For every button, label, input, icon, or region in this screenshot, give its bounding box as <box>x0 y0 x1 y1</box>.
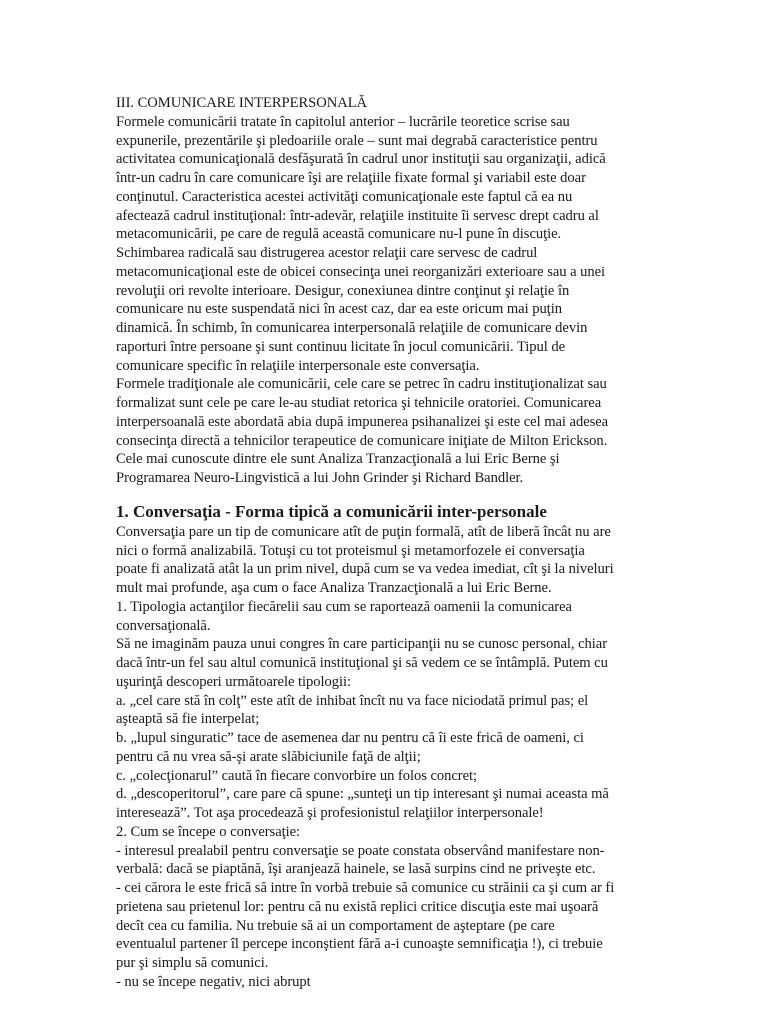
text-line: interesează”. Tot aşa procedează şi profesionistul relaţiilor interpersonale! <box>116 805 544 821</box>
document-page <box>116 94 656 992</box>
text-line: mult mai profunde, aşa cum o face Analiza Tranzacţională a lui Eric Berne. <box>116 580 552 596</box>
text-line: Cele mai cunoscute dintre ele sunt Analiza Tranzacţională a lui Eric Berne şi <box>116 451 560 468</box>
text-line: nici o formă analizabilă. Totuşi cu tot proteismul şi metamorfozele ei conversaţia <box>116 542 585 559</box>
text-line: metacomunicaţional este de obicei consecinţa unei reorganizări exterioare sau a unei <box>116 263 606 280</box>
text-line: poate fi analizată atât la un prim nivel, după cum se va vedea imediat, cît şi la niveluri <box>116 561 614 578</box>
text-line: Conversaţia pare un tip de comunicare atît de puţin formală, atît de liberă încât nu are <box>116 523 611 540</box>
text-line: verbală: dacă se piaptănă, îşi aranjează hainele, se lasă surpins cind ne priveşte etc. <box>116 861 596 878</box>
text-line: uşurinţă descoperi următoarele tipologii: <box>116 673 352 690</box>
text-line: afectează cadrul instituţional: într-adevăr, relaţiile instituite îi servesc drept cadru al <box>116 207 599 224</box>
text-line: dacă într-un fel sau altul comunică instituţional şi să vedem ce se întâmplă. Putem cu <box>116 655 608 671</box>
text-line: Programarea Neuro-Lingvistică a lui John Grinder şi Richard Bandler. <box>116 470 524 486</box>
subsection-body <box>116 523 656 992</box>
text-line: într-un cadru în care comunicare îşi are relaţiile fixate formal şi variabil este doar <box>116 170 586 186</box>
text-line: Formele tradiţionale ale comunicării, cele care se petrec în cadru instituţionalizat sau <box>116 376 607 393</box>
text-line: d. „descoperitorul”, care pare că spune: „sunteţi un tip interesant şi numai aceasta mă <box>116 786 609 803</box>
text-line: consecinţa directă a tehnicilor terapeutice de comunicare iniţiate de Milton Erickson. <box>116 432 608 449</box>
text-line: metacomunicării, pe care de regulă această comunicare nu-l pune în discuţie. <box>116 226 562 243</box>
text-line: eventualul partener îl percepe inconştient fără a-i cunoaşte semnificaţia !), ci trebuie <box>116 936 603 953</box>
text-line: b. „lupul singuratic” tace de asemenea dar nu pentru că îi este frică de oameni, ci <box>116 730 584 746</box>
text-line: dinamică. În schimb, în comunicarea interpersonală relaţiile de comunicare devin <box>116 320 588 336</box>
section-title: III. COMUNICARE INTERPERSONALĂ <box>116 95 368 111</box>
text-line: Schimbarea radicală sau distrugerea acestor relaţii care servesc de cadrul <box>116 245 538 261</box>
text-line: pentru că nu vrea să-şi arate slăbiciunile faţă de alţii; <box>116 748 421 765</box>
text-line: a. „cel care stă în colţ” este atît de inhibat încît nu va face niciodată primul pas; el <box>116 692 589 709</box>
text-line: 1. Tipologia actanţilor fiecărelii sau cum se raportează oamenii la comunicarea <box>116 598 572 615</box>
text-line: comunicare nu este suspendată nici în acest caz, dar ea este oricum mai puţin <box>116 301 562 318</box>
text-line: interpersoanală este abordată abia după impunerea psihanalizei şi este cel mai adesea <box>116 413 609 430</box>
text-line: expunerile, prezentările şi pledoariile orale – sunt mai degrabă caracteristice pentru <box>116 132 598 149</box>
text-line: formalizat sunt cele pe care le-au studiat retorica şi tehnicile oratoriei. Comunicarea <box>116 395 602 411</box>
text-line: - interesul prealabil pentru conversaţie se poate constata observând manifestare non- <box>116 842 605 859</box>
text-line: revoluţii ori revolte interioare. Desigur, conexiunea dintre conţinut şi relaţie în <box>116 282 570 299</box>
text-line: Să ne imaginăm pauza unui congres în care participanţii nu se cunosc personal, chiar <box>116 636 607 653</box>
text-line: raporturi între persoane şi sunt continuu licitate în jocul comunicării. Tipul de <box>116 338 566 355</box>
text-line: aşteaptă să fie interpelat; <box>116 711 260 728</box>
subsection-heading: 1. Conversaţia - Forma tipică a comunicării inter-personale <box>116 501 547 521</box>
text-line: conversaţională. <box>116 617 211 634</box>
text-line: 2. Cum se începe o conversaţie: <box>116 823 301 840</box>
text-line: activitatea comunicaţională desfăşurată în cadrul unor instituţii sau organizaţii, adică <box>116 151 606 168</box>
text-line: comunicare specific în relaţiile interpersonale este conversaţia. <box>116 357 480 374</box>
section-body <box>116 113 656 488</box>
text-line: conţinutul. Caracteristica acestei activităţi comunicaţionale este faptul că ea nu <box>116 188 573 205</box>
text-line: Formele comunicării tratate în capitolul anterior – lucrările teoretice scrise sau <box>116 113 570 130</box>
text-line: - cei cărora le este frică să intre în vorbă trebuie să comunice cu străinii ca şi cum ar fi <box>116 880 615 896</box>
text-line: - nu se începe negativ, nici abrupt <box>116 973 311 990</box>
text-line: c. „colecţionarul” caută în fiecare convorbire un folos concret; <box>116 767 478 784</box>
text-line: decît cea cu familia. Nu trebuie să ai un comportament de aşteptare (pe care <box>116 917 555 934</box>
text-line: pur şi simplu să comunici. <box>116 955 269 971</box>
text-line: prietena sau prietenul lor: pentru că nu există replici critice discuţia este mai uşoară <box>116 898 599 915</box>
